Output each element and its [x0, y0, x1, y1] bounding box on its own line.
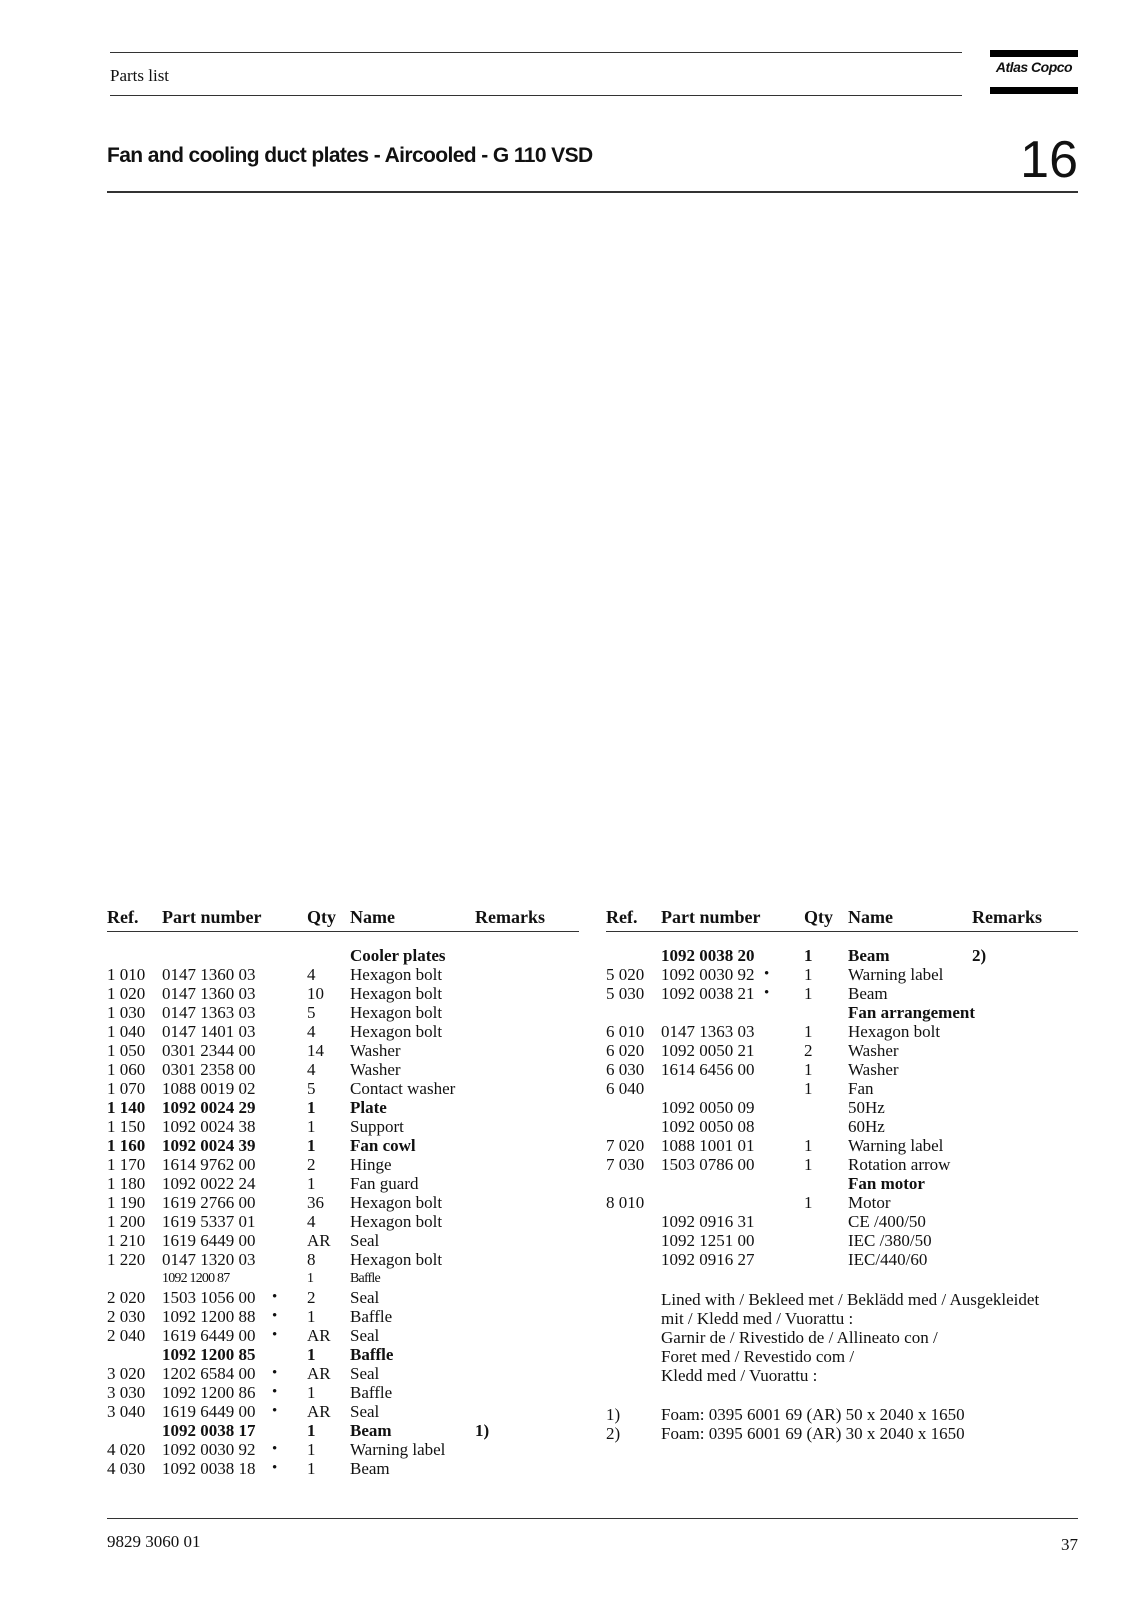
part-name: Cooler plates — [350, 946, 446, 965]
table-row — [107, 1079, 579, 1098]
part-ref: 1 170 — [107, 1155, 146, 1174]
part-ref: 6 040 — [606, 1079, 645, 1098]
quantity: 5 — [307, 1003, 316, 1022]
part-ref: 4 030 — [107, 1459, 146, 1478]
remarks: 1) — [475, 1421, 490, 1440]
part-name: Hexagon bolt — [350, 1003, 443, 1022]
part-number: 1614 9762 00 — [162, 1155, 256, 1174]
lining-note — [661, 1290, 1081, 1385]
left-parts-table — [107, 946, 579, 1478]
quantity: AR — [307, 1326, 331, 1345]
quantity: 4 — [307, 1060, 316, 1079]
part-name: Fan cowl — [350, 1136, 416, 1155]
table-row — [107, 1440, 579, 1459]
part-number: 1088 0019 02 — [162, 1079, 256, 1098]
part-name: Seal — [350, 1288, 380, 1307]
part-name: Baffle — [350, 1383, 393, 1402]
col-ref: Ref. — [107, 907, 139, 927]
part-ref: 1 070 — [107, 1079, 146, 1098]
part-name: Motor — [848, 1193, 891, 1212]
part-number: 1092 0030 92 — [661, 965, 755, 984]
table-row — [606, 1174, 1078, 1193]
part-ref: 1 210 — [107, 1231, 146, 1250]
part-number: 1619 2766 00 — [162, 1193, 256, 1212]
quantity: 2 — [804, 1041, 813, 1060]
part-number: 0147 1360 03 — [162, 965, 256, 984]
part-number: 1092 0050 08 — [661, 1117, 755, 1136]
table-row — [606, 1079, 1078, 1098]
table-row — [107, 1345, 579, 1364]
quantity: 4 — [307, 1212, 316, 1231]
part-ref: 1 140 — [107, 1098, 146, 1117]
part-name: Baffle — [350, 1345, 394, 1364]
part-number: 1614 6456 00 — [661, 1060, 755, 1079]
quantity: 2 — [307, 1288, 316, 1307]
part-name: Fan motor — [848, 1174, 925, 1193]
table-row — [107, 1060, 579, 1079]
part-ref: 8 010 — [606, 1193, 645, 1212]
part-ref: 7 030 — [606, 1155, 645, 1174]
table-row — [107, 1288, 579, 1307]
right-parts-table — [606, 946, 1078, 1269]
part-ref: 2 020 — [107, 1288, 146, 1307]
table-row — [107, 1174, 579, 1193]
part-ref: 3 040 — [107, 1402, 146, 1421]
part-ref: 6 020 — [606, 1041, 645, 1060]
part-number: 1092 0916 31 — [661, 1212, 755, 1231]
table-row — [107, 1459, 579, 1478]
part-ref: 1 010 — [107, 965, 146, 984]
footnote-text: Foam: 0395 6001 69 (AR) 50 x 2040 x 1650 — [661, 1405, 965, 1424]
spare-mark: • — [764, 966, 770, 982]
part-number: 0147 1363 03 — [661, 1022, 755, 1041]
table-row — [107, 1250, 579, 1269]
part-ref: 1 150 — [107, 1117, 146, 1136]
chapter-number: 16 — [1020, 131, 1078, 189]
footnote-mark: 1) — [606, 1405, 621, 1424]
note-line: Garnir de / Rivestido de / Allineato con / — [661, 1328, 938, 1347]
table-row — [606, 1193, 1078, 1212]
part-name: Washer — [848, 1060, 899, 1079]
quantity: 1 — [804, 1022, 813, 1041]
part-ref: 6 010 — [606, 1022, 645, 1041]
part-ref: 1 180 — [107, 1174, 146, 1193]
part-ref: 1 190 — [107, 1193, 146, 1212]
part-number: 1503 1056 00 — [162, 1288, 256, 1307]
header-top-rule — [110, 52, 962, 53]
col-qty: Qty — [804, 907, 833, 927]
col-name: Name — [350, 907, 395, 927]
spare-mark: • — [272, 1384, 278, 1400]
part-number: 1092 1200 88 — [162, 1307, 256, 1326]
table-row — [606, 984, 1078, 1003]
part-ref: 4 020 — [107, 1440, 146, 1459]
part-number: 1619 5337 01 — [162, 1212, 256, 1231]
part-name: Baffle — [350, 1271, 380, 1286]
document-number: 9829 3060 01 — [107, 1532, 201, 1551]
quantity: 4 — [307, 965, 316, 984]
part-number: 0147 1360 03 — [162, 984, 256, 1003]
table-row — [107, 1421, 579, 1440]
table-row — [606, 1022, 1078, 1041]
part-ref: 6 030 — [606, 1060, 645, 1079]
header-label: Parts list — [110, 66, 170, 85]
table-row — [107, 1326, 579, 1345]
quantity: 1 — [307, 1117, 316, 1136]
table-row — [107, 1041, 579, 1060]
part-name: Warning label — [350, 1440, 446, 1459]
table-row — [606, 1136, 1078, 1155]
part-number: 1092 0024 38 — [162, 1117, 256, 1136]
table-row — [107, 1231, 579, 1250]
note-line: mit / Kledd med / Vuorattu : — [661, 1309, 854, 1328]
part-ref: 3 020 — [107, 1364, 146, 1383]
table-row — [107, 1117, 579, 1136]
quantity: 1 — [307, 1098, 316, 1117]
table-row — [107, 1136, 579, 1155]
table-row — [606, 1003, 1078, 1022]
quantity: 1 — [307, 1136, 316, 1155]
part-ref: 1 050 — [107, 1041, 146, 1060]
spare-mark: • — [272, 1460, 278, 1476]
part-ref: 7 020 — [606, 1136, 645, 1155]
spare-mark: • — [272, 1289, 278, 1305]
part-name: Beam — [350, 1459, 390, 1478]
part-name: Hexagon bolt — [350, 1193, 443, 1212]
part-name: Hexagon bolt — [350, 1250, 443, 1269]
part-number: 1092 0038 21 — [661, 984, 755, 1003]
quantity: 2 — [307, 1155, 316, 1174]
part-number: 1092 0050 21 — [661, 1041, 755, 1060]
quantity: 8 — [307, 1250, 316, 1269]
table-row — [606, 1250, 1078, 1269]
table-row — [606, 1117, 1078, 1136]
quantity: 1 — [804, 965, 813, 984]
part-number: 1092 0038 18 — [162, 1459, 256, 1478]
table-row — [107, 946, 579, 965]
part-name: Beam — [848, 984, 888, 1003]
part-number: 1092 0038 20 — [661, 946, 755, 965]
quantity: 1 — [804, 1060, 813, 1079]
part-name: Baffle — [350, 1307, 393, 1326]
part-name: Washer — [350, 1041, 401, 1060]
title-rule — [107, 191, 1078, 193]
col-name: Name — [848, 907, 893, 927]
table-row — [107, 1364, 579, 1383]
col-ref: Ref. — [606, 907, 638, 927]
part-number: 1092 1200 85 — [162, 1345, 256, 1364]
table-row — [107, 1193, 579, 1212]
note-line: Foret med / Revestido com / — [661, 1347, 855, 1366]
spare-mark: • — [272, 1365, 278, 1381]
part-ref: 2 040 — [107, 1326, 146, 1345]
part-name: Beam — [848, 946, 890, 965]
part-ref: 5 030 — [606, 984, 645, 1003]
quantity: 1 — [307, 1383, 316, 1402]
part-ref: 1 030 — [107, 1003, 146, 1022]
part-name: CE /400/50 — [848, 1212, 926, 1231]
part-name: Warning label — [848, 965, 944, 984]
part-number: 0147 1401 03 — [162, 1022, 256, 1041]
part-ref: 2 030 — [107, 1307, 146, 1326]
part-number: 0301 2358 00 — [162, 1060, 256, 1079]
part-name: Hinge — [350, 1155, 392, 1174]
table-row — [606, 1098, 1078, 1117]
part-ref: 1 200 — [107, 1212, 146, 1231]
logo-text: Atlas Copco — [995, 59, 1073, 75]
table-row — [107, 1269, 579, 1288]
quantity: 4 — [307, 1022, 316, 1041]
part-ref: 1 160 — [107, 1136, 146, 1155]
quantity: 36 — [307, 1193, 324, 1212]
quantity: 1 — [804, 1155, 813, 1174]
part-number: 1088 1001 01 — [661, 1136, 755, 1155]
quantity: 1 — [307, 1307, 316, 1326]
quantity: 1 — [804, 984, 813, 1003]
table-row — [107, 965, 579, 984]
part-name: Warning label — [848, 1136, 944, 1155]
spare-mark: • — [272, 1327, 278, 1343]
quantity: 1 — [804, 1079, 813, 1098]
table-row — [606, 1231, 1078, 1250]
part-name: Fan arrangement — [848, 1003, 976, 1022]
part-number: 1092 1251 00 — [661, 1231, 755, 1250]
col-remarks: Remarks — [972, 907, 1042, 927]
part-name: Washer — [848, 1041, 899, 1060]
footer-rule — [107, 1518, 1078, 1519]
part-number: 1092 1200 87 — [162, 1271, 230, 1286]
part-name: Fan — [848, 1079, 874, 1098]
part-number: 0301 2344 00 — [162, 1041, 256, 1060]
part-number: 1619 6449 00 — [162, 1326, 256, 1345]
quantity: 1 — [307, 1421, 316, 1440]
table-row — [107, 1155, 579, 1174]
part-number: 1619 6449 00 — [162, 1231, 256, 1250]
part-number: 1092 0024 39 — [162, 1136, 256, 1155]
part-name: Contact washer — [350, 1079, 456, 1098]
table-row — [606, 946, 1078, 965]
part-ref: 1 220 — [107, 1250, 146, 1269]
part-name: Hexagon bolt — [350, 965, 443, 984]
part-number: 1092 0038 17 — [162, 1421, 256, 1440]
part-number: 1092 0030 92 — [162, 1440, 256, 1459]
quantity: 14 — [307, 1041, 324, 1060]
quantity: 1 — [307, 1174, 316, 1193]
table-row — [606, 1060, 1078, 1079]
part-name: Seal — [350, 1231, 380, 1250]
part-number: 0147 1363 03 — [162, 1003, 256, 1022]
quantity: 1 — [804, 946, 813, 965]
col-remarks: Remarks — [475, 907, 545, 927]
spare-mark: • — [272, 1308, 278, 1324]
table-row — [606, 1212, 1078, 1231]
part-name: 50Hz — [848, 1098, 885, 1117]
figure-area — [107, 200, 1077, 880]
part-name: Rotation arrow — [848, 1155, 951, 1174]
table-row — [107, 1212, 579, 1231]
part-name: 60Hz — [848, 1117, 885, 1136]
part-number: 1503 0786 00 — [661, 1155, 755, 1174]
quantity: 1 — [804, 1136, 813, 1155]
part-number: 1619 6449 00 — [162, 1402, 256, 1421]
part-ref: 1 060 — [107, 1060, 146, 1079]
quantity: 5 — [307, 1079, 316, 1098]
part-name: Hexagon bolt — [350, 984, 443, 1003]
table-row — [107, 1307, 579, 1326]
spare-mark: • — [272, 1441, 278, 1457]
part-name: Support — [350, 1117, 404, 1136]
quantity: AR — [307, 1364, 331, 1383]
quantity: 1 — [804, 1193, 813, 1212]
spare-mark: • — [272, 1403, 278, 1419]
table-row — [606, 965, 1078, 984]
table-row — [107, 1402, 579, 1421]
document-title: Fan and cooling duct plates - Aircooled - G 110 VSD — [107, 144, 593, 167]
table-row — [606, 1155, 1078, 1174]
part-name: Hexagon bolt — [350, 1022, 443, 1041]
part-name: Plate — [350, 1098, 387, 1117]
part-ref: 3 030 — [107, 1383, 146, 1402]
part-number: 1092 0022 24 — [162, 1174, 256, 1193]
part-name: Seal — [350, 1326, 380, 1345]
note-line: Kledd med / Vuorattu : — [661, 1366, 818, 1385]
note-line: Lined with / Bekleed met / Beklädd med / Ausgekleidet — [661, 1290, 1040, 1309]
part-number: 1092 0916 27 — [661, 1250, 755, 1269]
part-name: Seal — [350, 1364, 380, 1383]
table-row — [107, 1383, 579, 1402]
part-name: Beam — [350, 1421, 392, 1440]
footnote-mark: 2) — [606, 1424, 621, 1443]
quantity: AR — [307, 1231, 331, 1250]
part-name: Fan guard — [350, 1174, 419, 1193]
part-number: 1202 6584 00 — [162, 1364, 256, 1383]
part-name: Hexagon bolt — [350, 1212, 443, 1231]
table-row — [107, 1022, 579, 1041]
part-number: 0147 1320 03 — [162, 1250, 256, 1269]
table-row — [606, 1041, 1078, 1060]
left-header-rule — [107, 931, 579, 932]
quantity: 10 — [307, 984, 324, 1003]
atlas-copco-logo — [990, 50, 1078, 94]
part-ref: 1 040 — [107, 1022, 146, 1041]
col-qty: Qty — [307, 907, 336, 927]
quantity: 1 — [307, 1440, 316, 1459]
quantity: 1 — [307, 1271, 314, 1286]
quantity: AR — [307, 1402, 331, 1421]
part-name: IEC /380/50 — [848, 1231, 932, 1250]
table-row — [107, 1098, 579, 1117]
spare-mark: • — [764, 985, 770, 1001]
footnote-text: Foam: 0395 6001 69 (AR) 30 x 2040 x 1650 — [661, 1424, 965, 1443]
part-name: Seal — [350, 1402, 380, 1421]
part-ref: 5 020 — [606, 965, 645, 984]
part-number: 1092 1200 86 — [162, 1383, 256, 1402]
header-bottom-rule — [110, 95, 962, 96]
part-name: IEC/440/60 — [848, 1250, 928, 1269]
part-name: Hexagon bolt — [848, 1022, 941, 1041]
part-name: Washer — [350, 1060, 401, 1079]
part-number: 1092 0050 09 — [661, 1098, 755, 1117]
col-part-number: Part number — [661, 907, 761, 927]
page-number: 37 — [1061, 1535, 1078, 1554]
quantity: 1 — [307, 1345, 316, 1364]
right-header-rule — [606, 931, 1078, 932]
remarks: 2) — [972, 946, 987, 965]
table-row — [107, 1003, 579, 1022]
part-ref: 1 020 — [107, 984, 146, 1003]
part-number: 1092 0024 29 — [162, 1098, 256, 1117]
quantity: 1 — [307, 1459, 316, 1478]
table-row — [107, 984, 579, 1003]
col-part-number: Part number — [162, 907, 262, 927]
